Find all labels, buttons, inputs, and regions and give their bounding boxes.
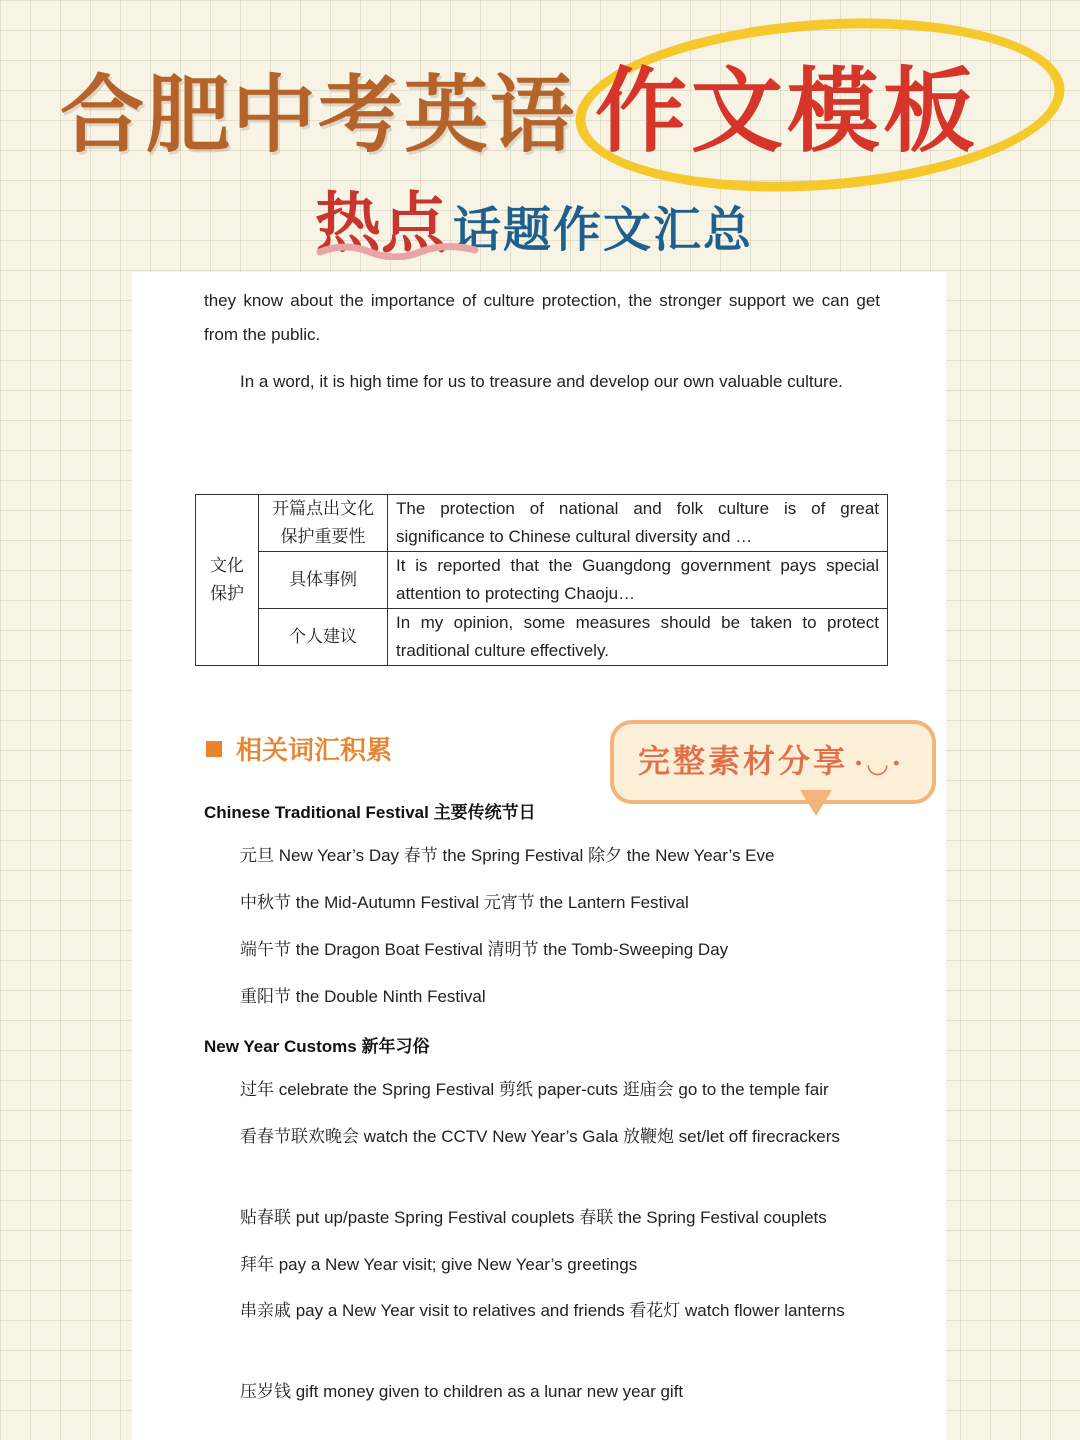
vocab-line: 压岁钱 gift money given to children as a lunar new year gift	[240, 1382, 684, 1401]
bubble-tail	[800, 790, 832, 816]
subtitle	[315, 170, 753, 260]
page-title	[60, 38, 1050, 165]
content-cell: The protection of national and folk culture is of great significance to Chinese cultural diversity and …	[388, 495, 888, 552]
vocab-line: 拜年 pay a New Year visit; give New Year’s greetings	[240, 1255, 638, 1274]
vocab-line: 端午节 the Dragon Boat Festival 清明节 the Tomb-Sweeping Day	[240, 940, 729, 959]
category-cell: 文化保护	[196, 495, 259, 666]
title-part-1: 合肥中考英语	[60, 65, 577, 164]
squiggle-decoration	[315, 240, 485, 260]
subtitle-highlight: 热点	[315, 184, 447, 262]
subtitle-text: 话题作文汇总	[453, 202, 754, 258]
table-row	[196, 552, 888, 609]
vocab-line: 中秋节 the Mid-Autumn Festival 元宵节 the Lantern Festival	[240, 893, 689, 912]
table-row	[196, 495, 888, 552]
vocab-line: 看春节联欢晚会 watch the CCTV New Year’s Gala 放鞭炮 set/let off firecrackers	[240, 1127, 840, 1146]
smiley-icon: ·◡·	[854, 749, 904, 779]
speech-bubble	[610, 720, 936, 804]
vocab-line: 元旦 New Year’s Day 春节 the Spring Festival 除夕 the New Year’s Eve	[240, 846, 775, 865]
customs-heading: New Year Customs 新年习俗	[204, 1037, 430, 1056]
essay-paragraph-1: they know about the importance of culture protection, the stronger support we can get from the public.	[204, 291, 880, 344]
table-row	[196, 609, 888, 666]
festivals-heading: Chinese Traditional Festival 主要传统节日	[204, 803, 536, 822]
title-part-2: 作文模板	[595, 57, 980, 165]
part-cell: 开篇点出文化保护重要性	[259, 495, 388, 552]
essay-paragraph-2: In a word, it is high time for us to treasure and develop our own valuable culture.	[240, 372, 843, 391]
content-cell: In my opinion, some measures should be taken to protect traditional culture effectively.	[388, 609, 888, 666]
vocab-line: 贴春联 put up/paste Spring Festival couplets 春联 the Spring Festival couplets	[240, 1208, 827, 1227]
part-cell: 个人建议	[259, 609, 388, 666]
section-heading-text: 相关词汇积累	[236, 736, 393, 766]
vocab-line: 串亲戚 pay a New Year visit to relatives and friends 看花灯 watch flower lanterns	[240, 1301, 845, 1320]
vocab-line: 过年 celebrate the Spring Festival 剪纸 paper-cuts 逛庙会 go to the temple fair	[240, 1080, 829, 1099]
bubble-text	[638, 736, 904, 782]
bubble-label: 完整素材分享	[638, 742, 849, 780]
outline-table	[195, 494, 888, 666]
vocab-line: 重阳节 the Double Ninth Festival	[240, 987, 486, 1006]
square-bullet-icon	[206, 741, 222, 757]
section-heading	[206, 730, 392, 767]
content-cell: It is reported that the Guangdong government pays special attention to protecting Chaoju…	[388, 552, 888, 609]
document-page	[132, 272, 946, 1440]
part-cell: 具体事例	[259, 552, 388, 609]
